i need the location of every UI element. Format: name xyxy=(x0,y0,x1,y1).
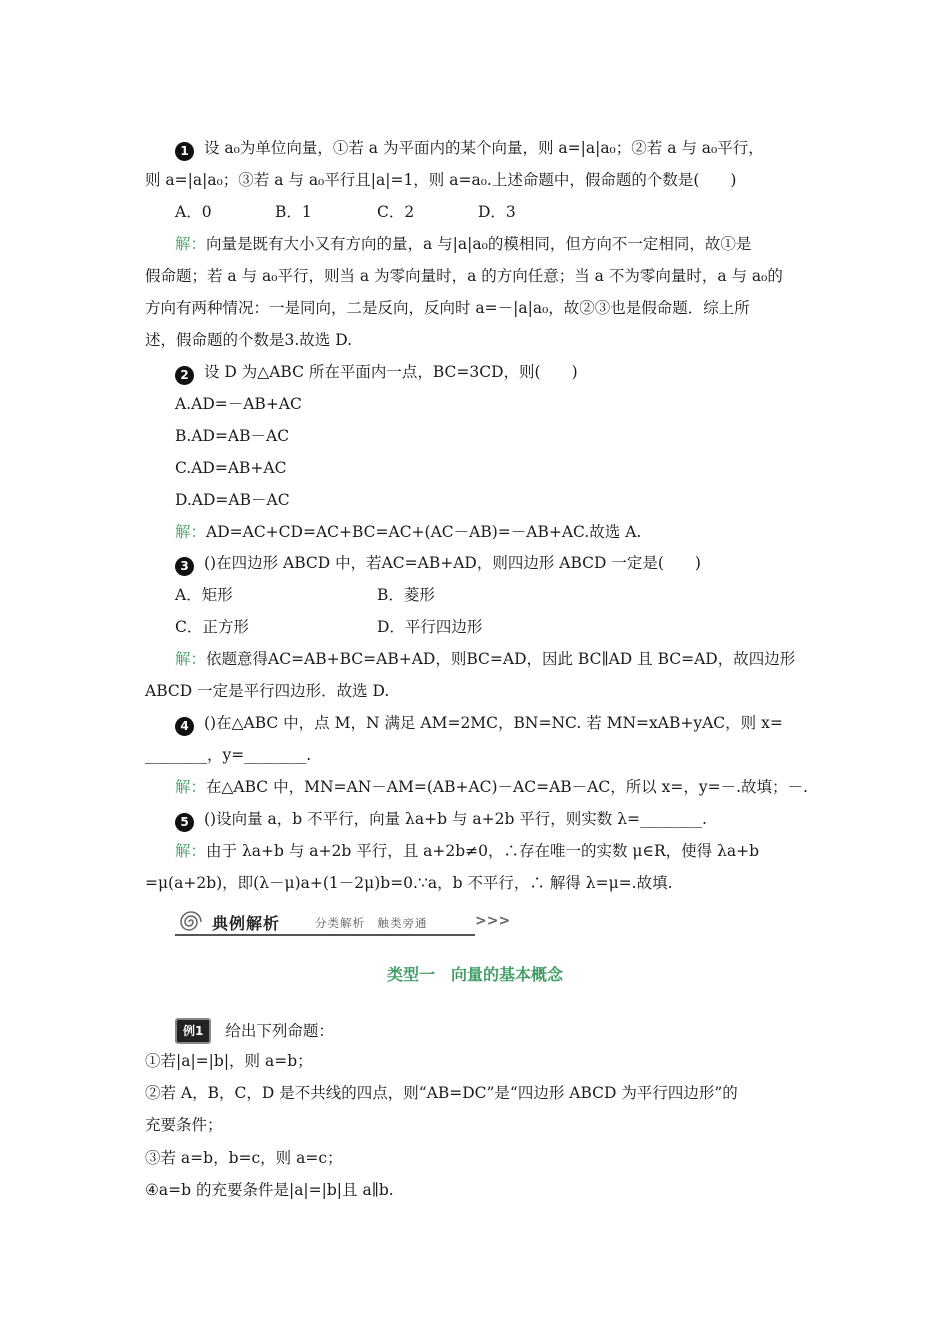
q5-number-badge: 5 xyxy=(175,813,194,832)
example1-item-2-cont: 充要条件； xyxy=(145,1116,223,1134)
q1-solution-line4: 述，假命题的个数是3.故选 D. xyxy=(145,331,353,349)
q1-text-line2: 则 a=|a|a₀；③若 a 与 a₀平行且|a|=1，则 a=a₀.上述命题中，假命题的个数是( ) xyxy=(145,171,737,189)
q2-solution-label: 解： xyxy=(175,523,207,541)
example1-intro: 例1 给出下列命题： xyxy=(175,1018,840,1044)
q2-option-a: A.AD=－AB+AC xyxy=(175,395,302,413)
q2-stem: 2 设 D 为△ABC 所在平面内一点，BC=3CD，则( ) xyxy=(175,362,840,385)
q1-option-b: B．1 xyxy=(275,203,312,221)
q4-solution: 解：在△ABC 中，MN=AN－AM=(AB+AC)－AC=AB－AC，所以 x=，y=－.故填；－. xyxy=(175,778,808,796)
banner-subtitle: 分类解析 触类旁通 xyxy=(315,916,428,930)
q2-option-d: D.AD=AB－AC xyxy=(175,491,290,509)
q4-number-badge: 4 xyxy=(175,717,194,736)
q5-stem: 5 ()设向量 a，b 不平行，向量 λa+b 与 a+2b 平行，则实数 λ=________. xyxy=(175,809,840,832)
example1-item-3: ③若 a=b，b=c，则 a=c； xyxy=(145,1149,343,1167)
q2-solution: 解：AD=AC+CD=AC+BC=AC+(AC－AB)=－AB+AC.故选 A. xyxy=(175,523,642,541)
banner-arrows-icon: >>> xyxy=(475,913,511,929)
example-badge: 例1 xyxy=(175,1018,211,1044)
q3-number-badge: 3 xyxy=(175,557,194,576)
q2-number-badge: 2 xyxy=(175,366,194,385)
section-title: 类型一 向量的基本概念 xyxy=(386,965,563,984)
q1-option-a: A．0 xyxy=(175,203,212,221)
q3-stem: 3 ()在四边形 ABCD 中，若AC=AB+AD，则四边形 ABCD 一定是( ) xyxy=(175,553,840,576)
banner-underline xyxy=(175,934,475,936)
q1-solution-line1: 解：向量是既有大小又有方向的量，a 与|a|a₀的模相同，但方向不一定相同，故①是 xyxy=(175,235,752,253)
q1-solution-line2: 假命题；若 a 与 a₀平行，则当 a 为零向量时，a 的方向任意；当 a 不为零向量时，a 与 a₀的 xyxy=(145,267,783,285)
q4-line2: ________，y=________. xyxy=(145,746,312,764)
q3-solution-line2: ABCD 一定是平行四边形．故选 D. xyxy=(145,682,390,700)
q1-option-c: C．2 xyxy=(377,203,415,221)
banner-title: 典例解析 xyxy=(212,914,281,933)
q3-solution-line1: 解：依题意得AC=AB+BC=AB+AD，则BC=AD，因此 BC∥AD 且 BC=AD，故四边形 xyxy=(175,650,796,668)
q3-option-c: C．正方形 xyxy=(175,618,249,636)
q2-option-b: B.AD=AB－AC xyxy=(175,427,290,445)
q3-solution-label: 解： xyxy=(175,650,207,668)
spiral-icon xyxy=(175,909,207,935)
q5-solution-line1: 解：由于 λa+b 与 a+2b 平行，且 a+2b≠0，∴存在唯一的实数 μ∈R，使得 λa+b xyxy=(175,842,760,860)
q3-option-a: A．矩形 xyxy=(175,586,233,604)
q1-text-line1: 设 a₀为单位向量，①若 a 为平面内的某个向量，则 a=|a|a₀；②若 a 与 a₀平行， xyxy=(204,139,764,157)
q1-solution-label: 解： xyxy=(175,235,207,253)
example1-item-4: ④a=b 的充要条件是|a|=|b|且 a∥b. xyxy=(145,1181,394,1199)
q3-option-b: B．菱形 xyxy=(377,586,435,604)
q1-option-d: D．3 xyxy=(478,203,516,221)
q1-number-badge: 1 xyxy=(175,142,194,161)
q2-option-c: C.AD=AB+AC xyxy=(175,459,287,477)
q4-line1: 4 ()在△ABC 中，点 M，N 满足 AM=2MC，BN=NC. 若 MN=xAB+yAC，则 x= xyxy=(175,713,840,736)
section-banner xyxy=(175,907,511,939)
q1-line1 xyxy=(175,138,840,161)
q5-solution-line2: =μ(a+2b)，即(λ－μ)a+(1－2μ)b=0.∵a，b 不平行，∴ 解得 λ=μ=.故填. xyxy=(145,874,673,892)
q5-solution-label: 解： xyxy=(175,842,207,860)
q4-solution-label: 解： xyxy=(175,778,207,796)
q1-solution-line3: 方向有两种情况：一是同向，二是反向，反向时 a=－|a|a₀，故②③也是假命题．综上所 xyxy=(145,299,750,317)
example1-item-1: ①若|a|=|b|，则 a=b； xyxy=(145,1052,313,1070)
example1-item-2: ②若 A，B，C，D 是不共线的四点，则“AB=DC”是“四边形 ABCD 为平行四边形”的 xyxy=(145,1084,738,1102)
q3-option-d: D．平行四边形 xyxy=(377,618,483,636)
